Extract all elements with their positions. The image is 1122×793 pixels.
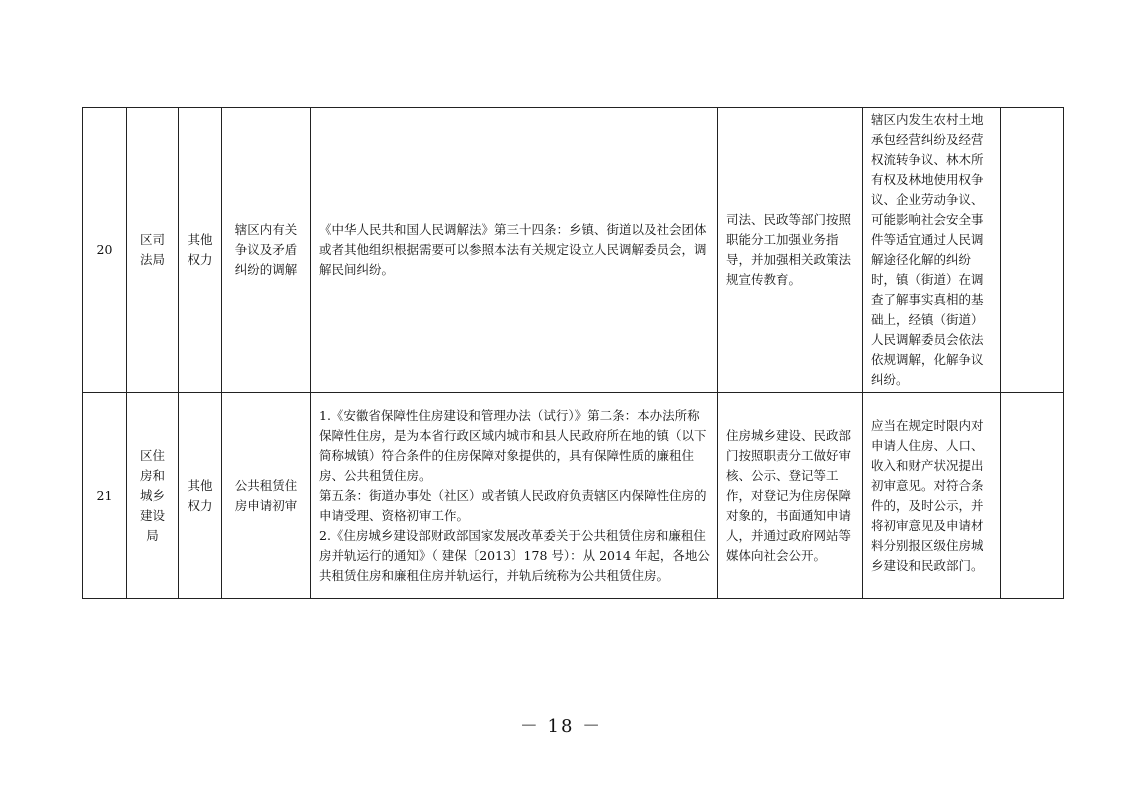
town-duty-cell: 辖区内发生农村土地承包经营纠纷及经营权流转争议、林木所有权及林地使用权争议、企业劳动争议、可能影响社会安全事件等适宜通过人民调解途径化解的纠纷时，镇（街道）在调查了解事实真相的基础上，经镇（街道）人民调解委员会依法依规调解，化解争议纠纷。 [863, 108, 1001, 393]
table-row [83, 108, 1064, 393]
town-duty-cell: 应当在规定时限内对申请人住房、人口、收入和财产状况提出初审意见。对符合条件的，及时公示，并将初审意见及申请材料分别报区级住房城乡建设和民政部门。 [863, 393, 1001, 599]
table-row [83, 393, 1064, 599]
department-duty-cell: 司法、民政等部门按照职能分工加强业务指导，并加强相关政策法规宣传教育。 [718, 108, 863, 393]
basis-cell: 1.《安徽省保障性住房建设和管理办法（试行）》第二条：本办法所称保障性住房，是为本省行政区域内城市和县人民政府所在地的镇（以下简称城镇）符合条件的住房保障对象提供的，具有保障性质的廉租住房、公共租赁住房。 第五条：街道办事处（社区）或者镇人民政府负责辖区内保障性住房的申请受理、资格初审工作。 2.《住房城乡建设部财政部国家发展改革委关于公共租赁住房和廉租住房并轨运行的通知》（ 建保〔2013〕178 号）：从 2014 年起，各地公共租赁住房和廉租住房并轨运行，并轨后统称为公共租赁住房。 [311, 393, 718, 599]
item-cell: 辖区内有关争议及矛盾纠纷的调解 [222, 108, 311, 393]
basis-cell: 《中华人民共和国人民调解法》第三十四条：乡镇、街道以及社会团体或者其他组织根据需要可以参照本法有关规定设立人民调解委员会，调解民间纠纷。 [311, 108, 718, 393]
note-cell [1001, 108, 1064, 393]
department-duty-cell: 住房城乡建设、民政部门按照职责分工做好审核、公示、登记等工作，对登记为住房保障对象的，书面通知申请人，并通过政府网站等媒体向社会公开。 [718, 393, 863, 599]
department-cell: 区司 法局 [127, 108, 179, 393]
category-cell: 其他 权力 [179, 393, 222, 599]
note-cell [1001, 393, 1064, 599]
row-number: 20 [83, 108, 127, 393]
responsibility-table [82, 107, 1064, 599]
page-number: － 18 － [519, 716, 603, 737]
department-cell: 区住 房和 城乡 建设 局 [127, 393, 179, 599]
row-number: 21 [83, 393, 127, 599]
category-cell: 其他 权力 [179, 108, 222, 393]
item-cell: 公共租赁住房申请初审 [222, 393, 311, 599]
